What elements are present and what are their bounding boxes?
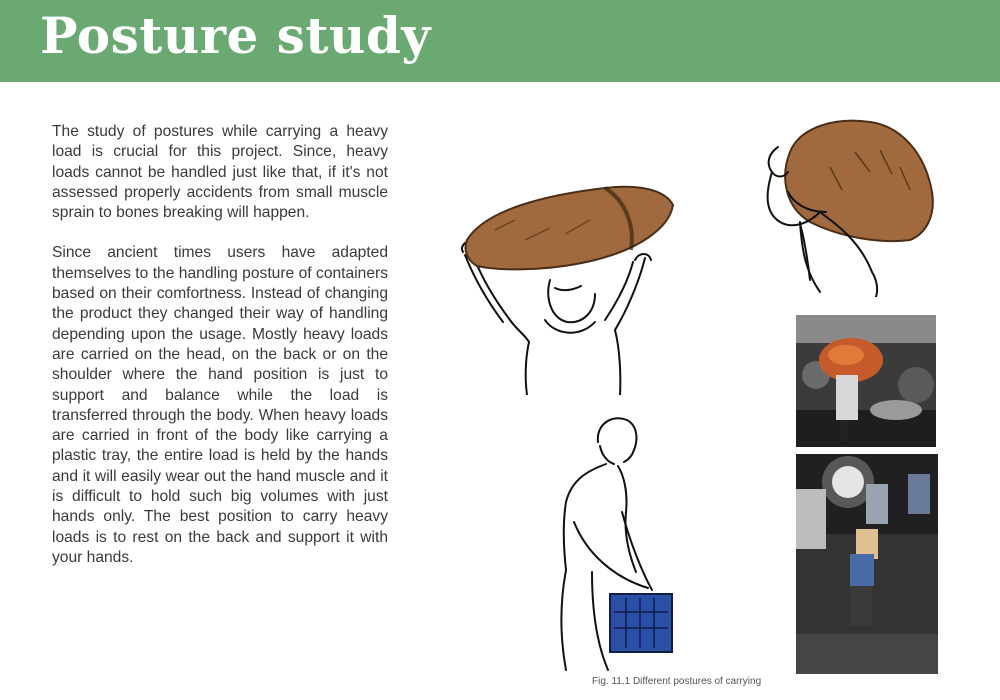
paragraph-history: Since ancient times users have adapted themselves to the handling posture of containers based on their comfortness. Instead of changing the product they changed their way of handling depending upon the usage. Mostly heavy loads are carried on the head, on the back or on the shoulder where the hand position is just to support and balance while the load is transferred through the body. When heavy loads are carried in front of the body like carrying a plastic tray, the entire load is held by the hands and it will easily wear out the hand muscle and it is difficult to hold such big volumes with just hands only. The best position to carry heavy loads is to rest on the back and support it with your hands. — [52, 244, 388, 566]
body-text — [52, 122, 388, 588]
page-title: Posture study — [40, 6, 431, 65]
photo-night-loading — [796, 454, 938, 674]
sketch-back-carry — [760, 112, 940, 297]
header-banner — [0, 0, 1000, 82]
photo-market-porter — [796, 315, 936, 447]
sack-shape — [465, 187, 673, 270]
sketch-front-carry — [552, 412, 682, 672]
sketch-head-carry — [455, 170, 690, 395]
crate-shape — [610, 594, 672, 652]
sack-shape — [785, 121, 933, 241]
paragraph-intro: The study of postures while carrying a heavy load is crucial for this project. Since, heavy loads cannot be handled just like that, if it's not assessed properly accidents from small muscle sprain to bones breaking will happen. — [52, 123, 388, 222]
figure-caption: Fig. 11.1 Different postures of carrying — [592, 676, 762, 687]
